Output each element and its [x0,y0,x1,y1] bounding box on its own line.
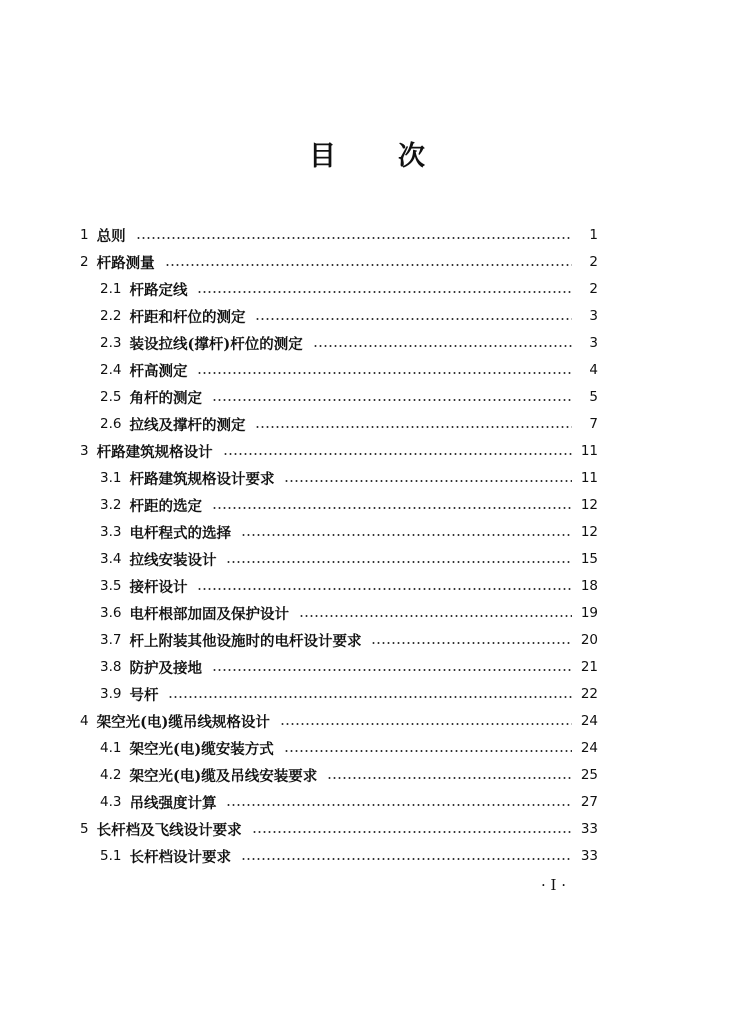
toc-entry-label: 接杆设计 [129,578,188,596]
toc-entry-label: 长杆档设计要求 [129,848,231,866]
toc-leader-dots [212,507,572,509]
toc-entry-page-number: 5 [589,389,598,405]
toc-entry-number: 4.1 [100,740,122,756]
toc-entry-page-number: 24 [580,713,598,729]
toc-entry-page-number: 4 [589,362,598,378]
toc-entry-page-number: 11 [580,470,598,486]
toc-entry-number: 3.3 [100,524,122,540]
toc-entry-label: 杆路建筑规格设计要求 [129,470,275,488]
toc-entry-label: 杆路建筑规格设计 [96,443,213,461]
toc-entry-page-number: 25 [580,767,598,783]
toc-entry-page-number: 33 [580,821,598,837]
toc-leader-dots [284,750,572,752]
toc-leader-dots [197,372,572,374]
toc-entry-page-number: 18 [580,578,598,594]
toc-entry-number: 3 [80,443,89,459]
toc-leader-dots [165,264,572,266]
toc-entry[interactable] [100,384,598,410]
toc-entry-label: 号杆 [129,686,159,704]
toc-entry[interactable] [100,492,598,518]
toc-entry-number: 5 [80,821,89,837]
toc-entry[interactable] [80,222,598,248]
toc-entry-number: 3.5 [100,578,122,594]
toc-entry[interactable] [80,249,598,275]
toc-entry-page-number: 3 [589,335,598,351]
toc-entry-label: 杆距和杆位的测定 [129,308,246,326]
toc-entry[interactable] [100,843,598,869]
toc-entry-label: 防护及接地 [129,659,202,677]
toc-entry-label: 吊线强度计算 [129,794,217,812]
page-footer: · I · [541,876,566,894]
toc-entry-page-number: 3 [589,308,598,324]
toc-entry-label: 装设拉线(撑杆)杆位的测定 [129,335,303,353]
toc-entry[interactable] [100,735,598,761]
toc-entry-page-number: 11 [580,443,598,459]
toc-entry-label: 杆路定线 [129,281,188,299]
toc-entry-number: 3.6 [100,605,122,621]
toc-entry-label: 角杆的测定 [129,389,202,407]
toc-entry-number: 2.2 [100,308,122,324]
toc-entry-number: 3.8 [100,659,122,675]
toc-entry[interactable] [100,357,598,383]
toc-entry-label: 拉线及撑杆的测定 [129,416,246,434]
toc-entry[interactable] [100,789,598,815]
toc-entry-label: 电杆程式的选择 [129,524,231,542]
toc-leader-dots [255,318,572,320]
toc-entry-label: 杆高测定 [129,362,188,380]
toc-leader-dots [241,858,572,860]
toc-entry-number: 2.6 [100,416,122,432]
toc-entry-label: 长杆档及飞线设计要求 [96,821,242,839]
toc-entry-label: 杆距的选定 [129,497,202,515]
toc-leader-dots [327,777,572,779]
toc-entry-page-number: 1 [589,227,598,243]
toc-entry-number: 4.2 [100,767,122,783]
toc-entry-number: 3.2 [100,497,122,513]
toc-entry-label: 杆路测量 [96,254,155,272]
toc-entry-page-number: 12 [580,497,598,513]
toc-leader-dots [226,804,572,806]
toc-leader-dots [284,480,572,482]
toc-entry-label: 架空光(电)缆安装方式 [129,740,274,758]
toc-entry[interactable] [100,627,598,653]
toc-entry[interactable] [100,546,598,572]
toc-leader-dots [197,588,572,590]
toc-leader-dots [168,696,572,698]
toc-entry[interactable] [100,465,598,491]
toc-entry[interactable] [100,411,598,437]
toc-entry-label: 总则 [96,227,126,245]
toc-entry-page-number: 7 [589,416,598,432]
toc-entry-page-number: 2 [589,254,598,270]
toc-entry-number: 2 [80,254,89,270]
toc-leader-dots [136,237,572,239]
toc-entry-number: 1 [80,227,89,243]
toc-entry-number: 3.4 [100,551,122,567]
toc-entry[interactable] [80,816,598,842]
toc-entry-page-number: 22 [580,686,598,702]
toc-entry-page-number: 27 [580,794,598,810]
toc-entry-page-number: 2 [589,281,598,297]
toc-leader-dots [252,831,572,833]
toc-entry-page-number: 24 [580,740,598,756]
toc-entry-page-number: 19 [580,605,598,621]
page-title [0,134,734,173]
toc-entry[interactable] [100,762,598,788]
toc-entry[interactable] [100,681,598,707]
toc-entry[interactable] [100,573,598,599]
toc-entry-number: 5.1 [100,848,122,864]
toc-entry[interactable] [100,654,598,680]
toc-entry-number: 2.3 [100,335,122,351]
toc-entry-page-number: 12 [580,524,598,540]
title-char-2: 次 [398,141,425,172]
toc-entry-label: 架空光(电)缆及吊线安装要求 [129,767,318,785]
toc-entry[interactable] [100,276,598,302]
toc-leader-dots [313,345,572,347]
toc-entry-number: 4.3 [100,794,122,810]
toc-entry-number: 2.1 [100,281,122,297]
toc-leader-dots [371,642,572,644]
toc-entry-label: 拉线安装设计 [129,551,217,569]
toc-entry-page-number: 15 [580,551,598,567]
toc-entry-number: 2.4 [100,362,122,378]
toc-entry-number: 2.5 [100,389,122,405]
toc-entry-page-number: 21 [580,659,598,675]
toc-leader-dots [212,399,572,401]
toc-leader-dots [299,615,572,617]
toc-entry-number: 3.7 [100,632,122,648]
toc-leader-dots [197,291,572,293]
toc-entry-number: 3.1 [100,470,122,486]
toc-entry-number: 4 [80,713,89,729]
toc-entry[interactable] [100,600,598,626]
toc-entry-label: 电杆根部加固及保护设计 [129,605,289,623]
toc-entry-page-number: 20 [580,632,598,648]
toc-leader-dots [226,561,572,563]
toc-leader-dots [241,534,572,536]
toc-entry[interactable] [80,438,598,464]
toc-entry-page-number: 33 [580,848,598,864]
toc-entry[interactable] [100,519,598,545]
toc-leader-dots [280,723,572,725]
title-char-1: 目 [309,141,336,172]
toc-entry[interactable] [80,708,598,734]
toc-entry-label: 杆上附装其他设施时的电杆设计要求 [129,632,362,650]
toc-entry-number: 3.9 [100,686,122,702]
toc-entry-label: 架空光(电)缆吊线规格设计 [96,713,270,731]
toc-entry[interactable] [100,303,598,329]
toc-leader-dots [223,453,572,455]
toc-leader-dots [255,426,572,428]
toc-leader-dots [212,669,572,671]
toc-entry[interactable] [100,330,598,356]
